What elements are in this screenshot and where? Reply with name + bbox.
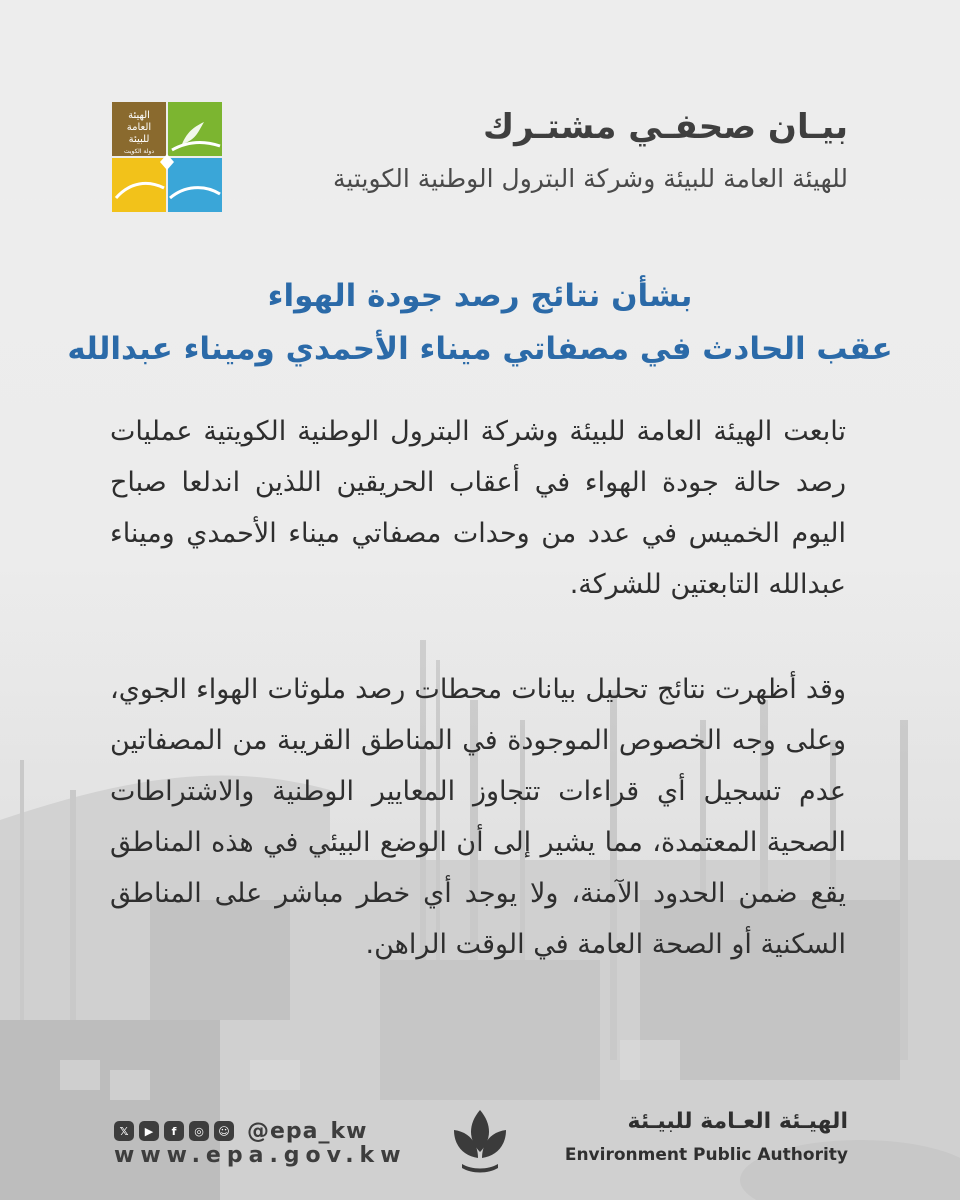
body-paragraph-1: تابعت الهيئة العامة للبيئة وشركة البترول الوطنية الكويتية عمليات رصد حالة جودة الهواء في أعقاب الحريقين اللذين اندلعا صباح اليوم الخميس في عدد من وحدات مصفاتي ميناء الأحمدي وميناء عبدالله التابعتين للشركة. [110, 416, 846, 600]
social-handle[interactable]: @epa_kw [247, 1118, 368, 1144]
snapchat-icon[interactable]: ☺ [214, 1121, 234, 1141]
logo-text-1: الهيئة [128, 110, 150, 121]
logo-text-3: للبيئة [128, 134, 150, 145]
org-name-english: Environment Public Authority [564, 1145, 848, 1165]
website-link[interactable]: www.epa.gov.kw [114, 1143, 407, 1168]
logo-text-2: العامة [126, 122, 152, 133]
logo-text-4: دولة الكويت [124, 148, 154, 155]
instagram-icon[interactable]: ◎ [189, 1121, 209, 1141]
subject-line-2: عقب الحادث في مصفاتي ميناء الأحمدي وميناء عبدالله [67, 331, 893, 367]
epa-logo [112, 102, 222, 212]
press-release-title: بيـان صحفـي مشتـرك [482, 107, 848, 147]
body-paragraph-2: وقد أظهرت نتائج تحليل بيانات محطات رصد ملوثات الهواء الجوي، وعلى وجه الخصوص الموجودة في المناطق القريبة من المصفاتين عدم تسجيل أي قراءات تتجاوز المعايير الوطنية والاشتراطات الصحية المعتمدة، مما يشير إلى أن الوضع البيئي في هذه المناطق يقع ضمن الحدود الآمنة، ولا يوجد أي خطر مباشر على المناطق السكنية أو الصحة العامة في الوقت الراهن. [110, 674, 846, 960]
x-icon[interactable]: 𝕏 [114, 1121, 134, 1141]
press-release-subtitle: للهيئة العامة للبيئة وشركة البترول الوطنية الكويتية [333, 164, 848, 193]
epa-emblem-icon [448, 1106, 512, 1176]
org-name-arabic: الهيـئة العـامة للبيـئة [627, 1109, 848, 1134]
youtube-icon[interactable]: ▶ [139, 1121, 159, 1141]
facebook-icon[interactable]: f [164, 1121, 184, 1141]
social-links [114, 1118, 367, 1144]
subject-line-1: بشأن نتائج رصد جودة الهواء [267, 278, 693, 314]
